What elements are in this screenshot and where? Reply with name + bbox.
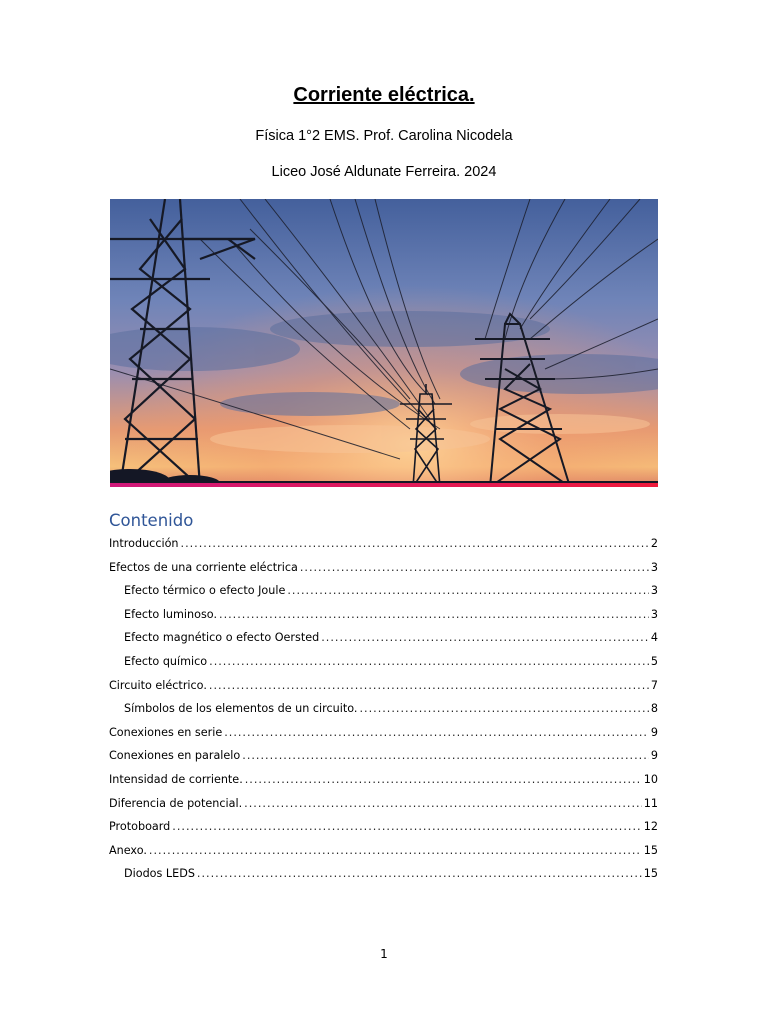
accent-bar [110, 483, 658, 487]
toc-entry[interactable] [109, 677, 658, 701]
toc-entry[interactable] [109, 842, 658, 866]
power-lines-photo [110, 199, 658, 487]
toc-dot-leader [197, 865, 642, 883]
toc-dot-leader [359, 700, 648, 718]
toc-entry[interactable] [109, 535, 658, 559]
toc-entry-label: Conexiones en serie [109, 725, 223, 739]
toc-entry[interactable] [109, 653, 658, 677]
toc-entry-label: Introducción [109, 537, 179, 550]
toc-entry[interactable] [109, 606, 658, 630]
table-of-contents [109, 535, 658, 889]
toc-entry-label: Efectos de una corriente eléctrica [109, 560, 298, 574]
toc-entry-page: 10 [643, 772, 658, 786]
toc-entry[interactable] [109, 818, 658, 842]
document-title: Corriente eléctrica. [293, 84, 475, 106]
toc-entry[interactable] [109, 629, 658, 653]
toc-entry-page: 3 [650, 560, 658, 574]
toc-dot-leader [245, 771, 642, 789]
toc-dot-leader [209, 653, 649, 671]
toc-entry-label: Anexo. [109, 843, 147, 857]
toc-entry-page: 11 [643, 796, 658, 810]
toc-entry[interactable] [109, 747, 658, 771]
toc-entry-page: 4 [650, 631, 658, 645]
toc-entry-page: 2 [650, 537, 658, 550]
toc-entry-label: Símbolos de los elementos de un circuito. [124, 702, 358, 716]
toc-entry[interactable] [109, 771, 658, 795]
page-number: 1 [380, 947, 388, 961]
toc-entry-label: Intensidad de corriente. [109, 772, 243, 786]
toc-dot-leader [224, 724, 649, 742]
toc-dot-leader [172, 818, 641, 836]
toc-entry-label: Efecto químico [124, 654, 208, 668]
school-info: Liceo José Aldunate Ferreira. 2024 [271, 164, 497, 180]
toc-dot-leader [242, 747, 649, 765]
toc-entry[interactable] [109, 700, 658, 724]
toc-entry-page: 8 [650, 702, 658, 716]
toc-heading: Contenido [109, 511, 194, 530]
toc-entry[interactable] [109, 795, 658, 819]
toc-entry-label: Circuito eléctrico. [109, 678, 207, 692]
toc-entry[interactable] [109, 559, 658, 583]
toc-entry-label: Diodos LEDS [124, 867, 195, 881]
toc-entry[interactable] [109, 865, 658, 889]
toc-entry[interactable] [109, 724, 658, 748]
toc-entry-label: Efecto térmico o efecto Joule [124, 584, 286, 598]
toc-entry[interactable] [109, 582, 658, 606]
toc-dot-leader [287, 582, 649, 600]
toc-entry-label: Diferencia de potencial. [109, 796, 243, 810]
toc-entry-page: 15 [643, 843, 658, 857]
toc-entry-page: 15 [643, 867, 658, 881]
toc-entry-label: Conexiones en paralelo [109, 749, 241, 763]
toc-entry-page: 9 [650, 749, 658, 763]
toc-entry-page: 9 [650, 725, 658, 739]
toc-entry-label: Protoboard [109, 820, 171, 834]
toc-dot-leader [219, 606, 649, 624]
toc-entry-label: Efecto luminoso. [124, 607, 218, 621]
toc-entry-label: Efecto magnético o efecto Oersted [124, 631, 320, 645]
toc-dot-leader [181, 535, 649, 553]
toc-dot-leader [321, 629, 649, 647]
toc-entry-page: 3 [650, 607, 658, 621]
toc-dot-leader [300, 559, 649, 577]
course-info: Física 1°2 EMS. Prof. Carolina Nicodela [255, 128, 513, 144]
toc-entry-page: 5 [650, 654, 658, 668]
toc-entry-page: 12 [643, 820, 658, 834]
toc-dot-leader [209, 677, 649, 695]
toc-entry-page: 3 [650, 584, 658, 598]
toc-entry-page: 7 [650, 678, 658, 692]
toc-dot-leader [149, 842, 642, 860]
toc-dot-leader [244, 795, 642, 813]
